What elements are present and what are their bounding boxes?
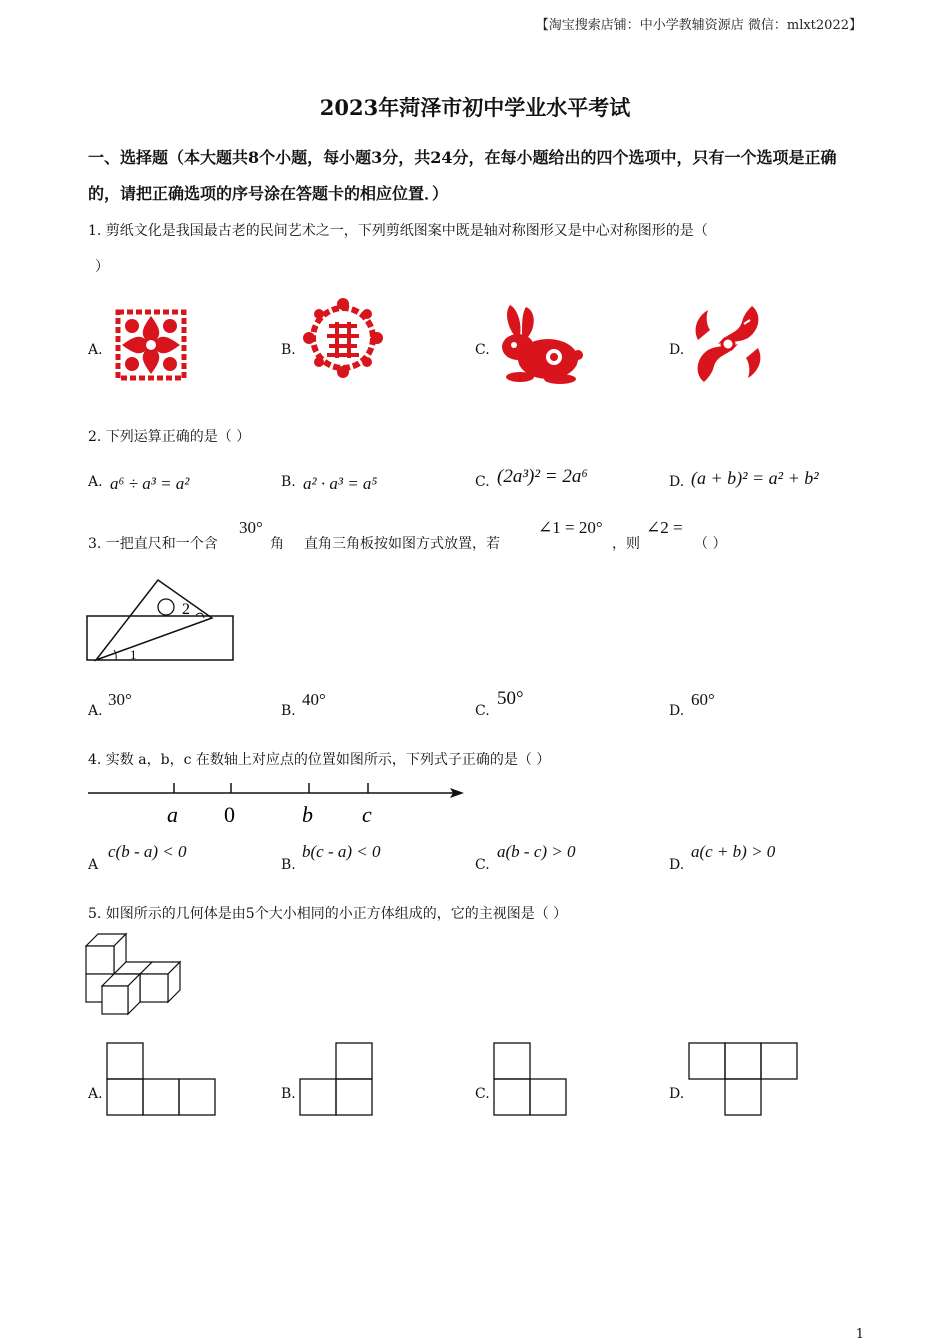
- shop-note: 【淘宝搜索店铺：中小学教辅资源店 微信：mlxt2022】: [535, 18, 862, 33]
- angle-2-label: 2: [182, 601, 190, 618]
- q4-option-d-expr: a(c + b) > 0: [691, 842, 776, 861]
- q3-stem-b: 角: [270, 536, 284, 552]
- q3-option-b-value: 40°: [302, 690, 326, 709]
- q2-option-c-label: C.: [475, 474, 490, 490]
- q3-ask: ∠2 =: [646, 518, 683, 537]
- q1-option-c-label: C.: [475, 342, 490, 358]
- q5-option-c-label: C.: [475, 1086, 490, 1102]
- q3-answer-paren: （ ）: [694, 536, 727, 552]
- q3-option-b-label: B.: [281, 703, 296, 719]
- q3-angle-30: 30°: [239, 518, 263, 537]
- q3-stem-c: 直角三角板按如图方式放置，若: [304, 536, 500, 552]
- q5-option-b-view: [300, 1043, 373, 1116]
- q1-stem: 1. 剪纸文化是我国最古老的民间艺术之一，下列剪纸图案中既是轴对称图形又是中心对称图形的是（: [88, 223, 708, 239]
- q2-option-d-label: D.: [669, 474, 685, 490]
- axis-label-b: b: [302, 802, 313, 827]
- q3-condition: ∠1 = 20°: [538, 518, 603, 537]
- q2-option-a-label: A.: [88, 474, 103, 490]
- q5-option-a-label: A.: [88, 1086, 103, 1102]
- q5-stem: 5. 如图所示的几何体是由5个大小相同的小正方体组成的，它的主视图是（ ）: [88, 906, 568, 922]
- q1-option-d-label: D.: [669, 342, 685, 358]
- ruler-triangle-figure: [86, 578, 236, 664]
- q1-close-paren: ）: [95, 259, 109, 275]
- papercut-koi-fish-image: [688, 300, 768, 388]
- page-number: 1: [855, 1327, 864, 1342]
- q4-option-b-label: B.: [281, 857, 296, 873]
- papercut-rabbit-image: [496, 303, 582, 385]
- angle-1-label: 1: [130, 647, 137, 662]
- q2-option-b-label: B.: [281, 474, 296, 490]
- triangle-hole: [158, 599, 174, 615]
- q3-option-a-value: 30°: [108, 690, 132, 709]
- papercut-double-happiness-image: [303, 298, 383, 378]
- q3-option-a-label: A.: [88, 703, 103, 719]
- axis-label-a: a: [167, 802, 178, 827]
- number-line-figure: [88, 780, 468, 830]
- ruler-shape: [87, 616, 233, 660]
- axis-label-c: c: [362, 802, 372, 827]
- triangle-shape: [96, 580, 212, 660]
- q4-option-a-expr: c(b - a) < 0: [108, 842, 187, 861]
- q4-option-d-label: D.: [669, 857, 685, 873]
- q4-option-c-label: C.: [475, 857, 490, 873]
- q5-option-d-label: D.: [669, 1086, 685, 1102]
- q3-stem-d: ，则: [612, 536, 640, 552]
- q2-stem: 2. 下列运算正确的是（ ）: [88, 429, 251, 445]
- q3-stem-a: 3. 一把直尺和一个含: [88, 536, 218, 552]
- q5-option-d-view: [689, 1043, 798, 1116]
- q5-option-c-view: [494, 1043, 567, 1116]
- q2-option-a-expr: a⁶ ÷ a³ = a²: [110, 474, 190, 493]
- q3-option-d-label: D.: [669, 703, 685, 719]
- q2-option-d-expr: (a + b)² = a² + b²: [691, 468, 819, 488]
- q4-option-a-label: A: [88, 857, 99, 873]
- q2-option-c-expr: (2a³)² = 2a⁶: [497, 466, 588, 487]
- q5-option-a-view: [107, 1043, 215, 1116]
- axis-label-0: 0: [224, 802, 235, 827]
- q3-option-d-value: 60°: [691, 690, 715, 709]
- q3-option-c-label: C.: [475, 703, 490, 719]
- q5-option-b-label: B.: [281, 1086, 296, 1102]
- page-title: 2023年菏泽市初中学业水平考试: [319, 95, 631, 120]
- q2-option-b-expr: a² · a³ = a⁵: [303, 474, 378, 493]
- q4-option-b-expr: b(c - a) < 0: [302, 842, 381, 861]
- q1-option-a-label: A.: [88, 342, 103, 358]
- q4-option-c-expr: a(b - c) > 0: [497, 842, 576, 861]
- cube-solid-figure: [86, 934, 186, 1018]
- q1-option-b-label: B.: [281, 342, 296, 358]
- section-heading: 一、选择题（本大题共8个小题，每小题3分，共24分，在每小题给出的四个选项中，只有一个选项是正确的，请把正确选项的序号涂在答题卡的相应位置．）: [88, 148, 837, 203]
- papercut-square-pattern-image: [112, 306, 190, 384]
- q3-option-c-value: 50°: [497, 688, 524, 709]
- q4-stem: 4. 实数 a，b，c 在数轴上对应点的位置如图所示，下列式子正确的是（ ）: [88, 752, 551, 768]
